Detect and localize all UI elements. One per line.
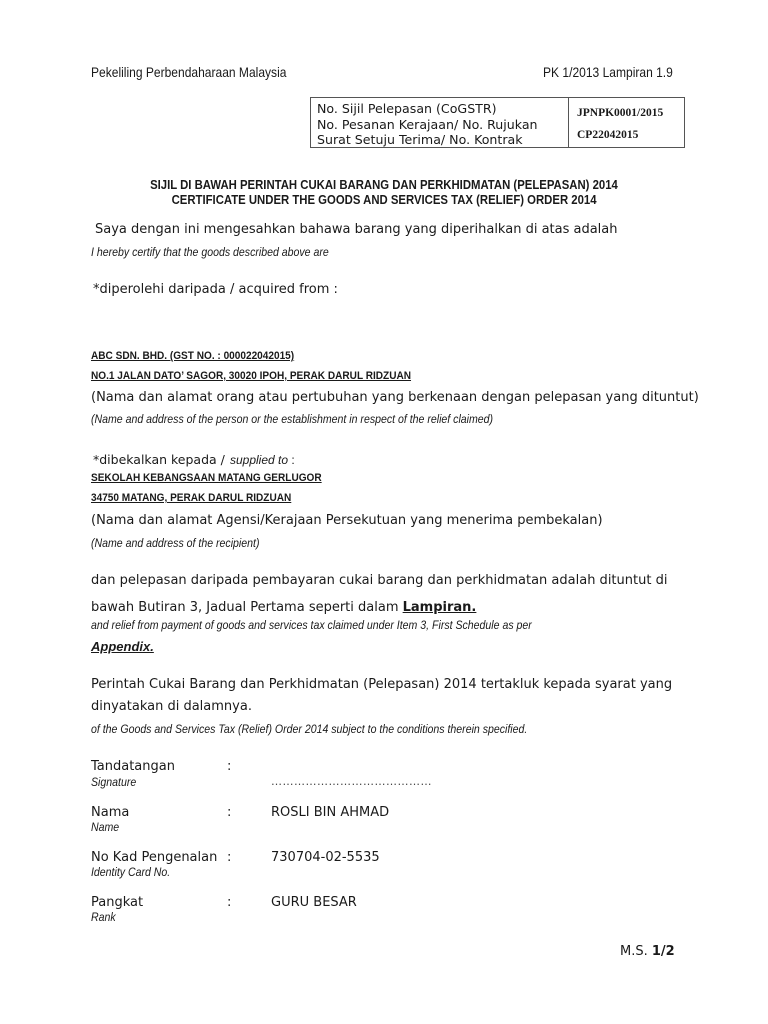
relief-malay-line1: dan pelepasan daripada pembayaran cukai barang dan perkhidmatan adalah dituntut di: [91, 573, 668, 588]
supplier-note-malay: (Nama dan alamat orang atau pertubuhan yang berkenaan dengan pelepasan yang dituntut): [91, 390, 699, 405]
certify-english: I hereby certify that the goods described above are: [91, 245, 329, 259]
certify-malay: Saya dengan ini mengesahkan bahawa barang yang diperihalkan di atas adalah: [95, 222, 618, 237]
supplier-address: NO.1 JALAN DATO’ SAGOR, 30020 IPOH, PERAK DARUL RIDZUAN: [91, 370, 412, 382]
ref-label-cogstr: No. Sijil Pelepasan (CoGSTR): [317, 101, 497, 116]
supplied-to-english: supplied to: [229, 453, 289, 467]
lampiran-link[interactable]: Lampiran.: [402, 600, 477, 615]
ref-value-order-no: CP22042015: [577, 129, 639, 141]
rank-sub: Rank: [91, 910, 116, 924]
ref-label-contract-no: Surat Setuju Terima/ No. Kontrak: [317, 132, 523, 147]
recipient-name: SEKOLAH KEBANGSAAN MATANG GERLUGOR: [91, 472, 322, 484]
ref-label-order-no: No. Pesanan Kerajaan/ No. Rujukan: [317, 117, 538, 132]
table-divider: [568, 98, 569, 147]
signature-line: ……………………………………: [271, 775, 432, 788]
recipient-note-malay: (Nama dan alamat Agensi/Kerajaan Persekutuan yang menerima pembekalan): [91, 513, 603, 528]
title-malay: SIJIL DI BAWAH PERINTAH CUKAI BARANG DAN PERKHIDMATAN (PELEPASAN) 2014: [150, 177, 618, 192]
name-value: ROSLI BIN AHMAD: [271, 805, 390, 820]
supplier-note-english: (Name and address of the person or the establishment in respect of the relief claimed): [91, 412, 494, 426]
name-label: Nama: [91, 805, 130, 820]
ref-value-cogstr: JPNPK0001/2015: [577, 107, 664, 119]
header-right: PK 1/2013 Lampiran 1.9: [543, 64, 673, 80]
supplied-to-malay: *dibekalkan kepada /: [93, 452, 225, 467]
rank-value: GURU BESAR: [271, 895, 357, 910]
order-english: of the Goods and Services Tax (Relief) Order 2014 subject to the conditions therein specified.: [91, 722, 528, 736]
rank-colon: :: [227, 895, 232, 910]
page-prefix: M.S.: [620, 944, 652, 959]
header-left: Pekeliling Perbendaharaan Malaysia: [91, 64, 287, 80]
reference-table: [310, 97, 685, 148]
order-malay-line2: dinyatakan di dalamnya.: [91, 699, 252, 714]
relief-malay-text: bawah Butiran 3, Jadual Pertama seperti dalam: [91, 600, 403, 615]
page-count: 1/2: [651, 944, 675, 959]
relief-malay-line2: [91, 596, 476, 615]
recipient-note-english: (Name and address of the recipient): [91, 536, 260, 550]
signature-label: Tandatangan: [91, 759, 175, 774]
order-malay-line1: Perintah Cukai Barang dan Perkhidmatan (Pelepasan) 2014 tertakluk kepada syarat yang: [91, 677, 673, 692]
title-english: CERTIFICATE UNDER THE GOODS AND SERVICES TAX (RELIEF) ORDER 2014: [171, 192, 597, 207]
ic-colon: :: [227, 850, 232, 865]
appendix-link[interactable]: Appendix.: [91, 639, 154, 654]
ic-value: 730704-02-5535: [271, 850, 380, 865]
supplier-name: ABC SDN. BHD. (GST NO. : 000022042015): [91, 350, 295, 362]
acquired-from-label: *diperolehi daripada / acquired from :: [93, 282, 338, 297]
recipient-address: 34750 MATANG, PERAK DARUL RIDZUAN: [91, 492, 292, 504]
ic-label: No Kad Pengenalan: [91, 850, 218, 865]
signature-colon: :: [227, 759, 232, 774]
supplied-to-colon: :: [288, 453, 295, 467]
signature-sub: Signature: [91, 775, 137, 789]
name-sub: Name: [91, 820, 120, 834]
ic-sub: Identity Card No.: [91, 865, 171, 879]
supplied-to-label: [93, 449, 295, 468]
rank-label: Pangkat: [91, 895, 144, 910]
relief-english-line1: and relief from payment of goods and services tax claimed under Item 3, First Schedule as per: [91, 618, 532, 632]
name-colon: :: [227, 805, 232, 820]
page-number: [620, 944, 675, 959]
